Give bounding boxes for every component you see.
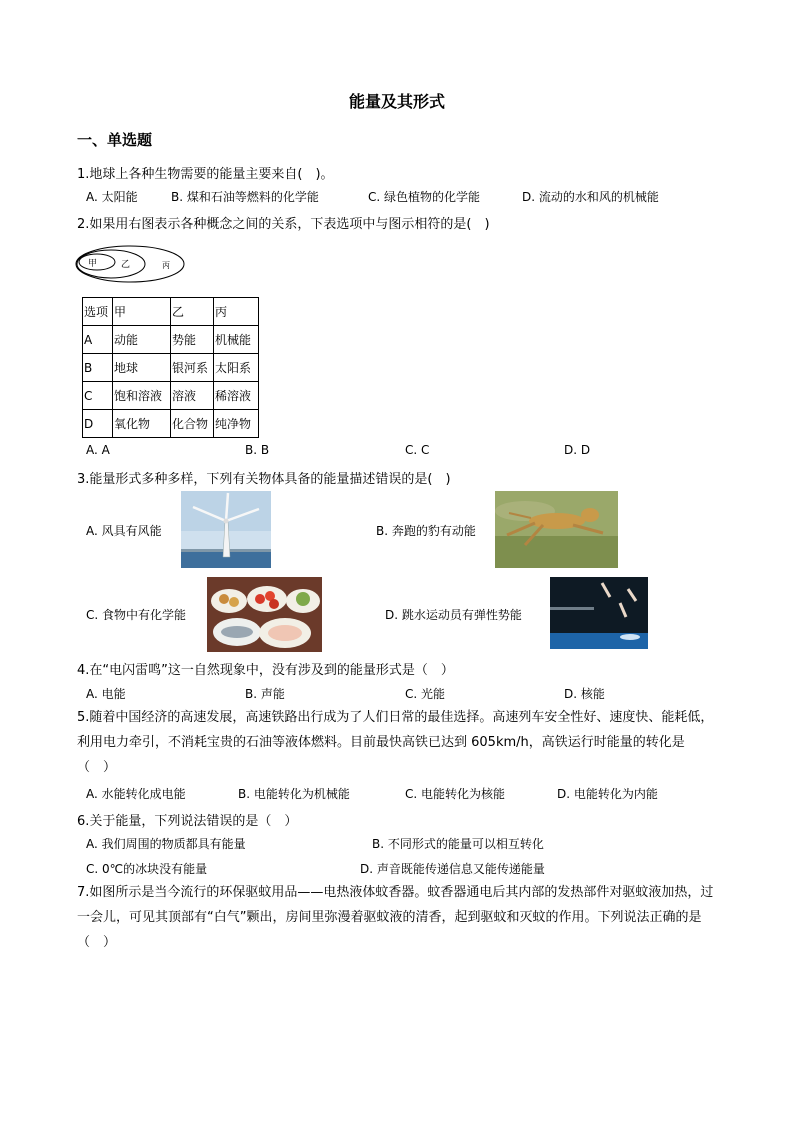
table-row (83, 298, 259, 326)
q4-option-a[interactable]: A. 电能 (86, 687, 126, 701)
table-row (83, 354, 259, 382)
diver-image (550, 577, 648, 649)
table-cell: C (83, 382, 113, 410)
q4-option-b[interactable]: B. 声能 (245, 687, 285, 701)
table-cell: 纯净物 (214, 410, 259, 438)
q6-option-a[interactable]: A. 我们周围的物质都具有能量 (86, 837, 246, 851)
table-cell: 乙 (171, 298, 214, 326)
q5-option-d[interactable]: D. 电能转化为内能 (557, 787, 658, 801)
table-row (83, 382, 259, 410)
q5-option-a[interactable]: A. 水能转化成电能 (86, 787, 186, 801)
q2-option-d[interactable]: D. D (564, 443, 591, 457)
q4-option-d[interactable]: D. 核能 (564, 687, 605, 701)
question-7-stem: 7.如图所示是当今流行的环保驱蚊用品——电热液体蚊香器。蚊香器通电后其内部的发热部件对驱蚊液加热，过一会儿，可见其顶部有“白气”颗出，房间里弥漫着驱蚊液的清香，起到驱蚊和灭蚊的作用。下列说法正确的是（ ） (77, 885, 714, 950)
q3-option-b[interactable]: B. 奔跑的豹有动能 (376, 524, 476, 538)
diagram-label-jia: 甲 (88, 259, 98, 269)
table-row (83, 326, 259, 354)
q5-option-c[interactable]: C. 电能转化为核能 (405, 787, 506, 801)
table-cell: A (83, 326, 113, 354)
table-cell: 地球 (113, 354, 171, 382)
q1-option-a[interactable]: A. 太阳能 (86, 190, 138, 204)
table-cell: 化合物 (171, 410, 214, 438)
diagram-label-yi: 乙 (121, 260, 131, 270)
table-cell: 势能 (171, 326, 214, 354)
q1-option-c[interactable]: C. 绿色植物的化学能 (368, 190, 481, 204)
table-cell: 丙 (214, 298, 259, 326)
table-cell: 太阳系 (214, 354, 259, 382)
question-1-stem: 1.地球上各种生物需要的能量主要来自( )。 (77, 167, 334, 182)
section-heading: 一、单选题 (77, 131, 153, 149)
question-2-stem: 2.如果用右图表示各种概念之间的关系，下表选项中与图示相符的是( ) (77, 217, 490, 232)
table-cell: 溶液 (171, 382, 214, 410)
wind-turbine-image (181, 491, 271, 568)
table-cell: B (83, 354, 113, 382)
table-cell: 饱和溶液 (113, 382, 171, 410)
table-cell: 机械能 (214, 326, 259, 354)
concept-ellipse-diagram (74, 243, 188, 285)
q1-option-d[interactable]: D. 流动的水和风的机械能 (522, 190, 659, 204)
table-row (83, 410, 259, 438)
page-title: 能量及其形式 (348, 92, 445, 111)
table-cell: 稀溶液 (214, 382, 259, 410)
diagram-label-bing: 丙 (162, 261, 170, 270)
question-5-stem: 5.随着中国经济的高速发展，高速铁路出行成为了人们日常的最佳选择。高速列车安全性好、速度快、能耗低，利用电力牵引，不消耗宝贵的石油等液体燃料。目前最快高铁已达到 605km/h，高铁运行时能量的转化是 （ ） (77, 710, 714, 775)
q6-option-b[interactable]: B. 不同形式的能量可以相互转化 (372, 837, 544, 851)
q2-option-a[interactable]: A. A (86, 443, 110, 457)
q3-option-a[interactable]: A. 风具有风能 (86, 524, 162, 538)
question-4-stem: 4.在“电闪雷鸣”这一自然现象中，没有涉及到的能量形式是（ ） (77, 663, 454, 678)
q4-option-c[interactable]: C. 光能 (405, 687, 446, 701)
options-table (82, 297, 259, 438)
food-plates-image (207, 577, 322, 652)
q2-option-c[interactable]: C. C (405, 443, 430, 457)
table-cell: 动能 (113, 326, 171, 354)
table-cell: D (83, 410, 113, 438)
table-cell: 银河系 (171, 354, 214, 382)
q6-option-c[interactable]: C. 0℃的冰块没有能量 (86, 862, 208, 876)
q3-option-d[interactable]: D. 跳水运动员有弹性势能 (385, 608, 522, 622)
table-cell: 选项 (83, 298, 113, 326)
table-cell: 甲 (113, 298, 171, 326)
running-cheetah-image (495, 491, 618, 568)
q2-option-b[interactable]: B. B (245, 443, 270, 457)
q5-option-b[interactable]: B. 电能转化为机械能 (238, 787, 350, 801)
question-6-stem: 6.关于能量，下列说法错误的是（ ） (77, 814, 298, 829)
q1-option-b[interactable]: B. 煤和石油等燃料的化学能 (171, 190, 319, 204)
q3-option-c[interactable]: C. 食物中有化学能 (86, 608, 187, 622)
table-cell: 氧化物 (113, 410, 171, 438)
q6-option-d[interactable]: D. 声音既能传递信息又能传递能量 (360, 862, 545, 876)
question-3-stem: 3.能量形式多种多样，下列有关物体具备的能量描述错误的是( ) (77, 472, 451, 487)
